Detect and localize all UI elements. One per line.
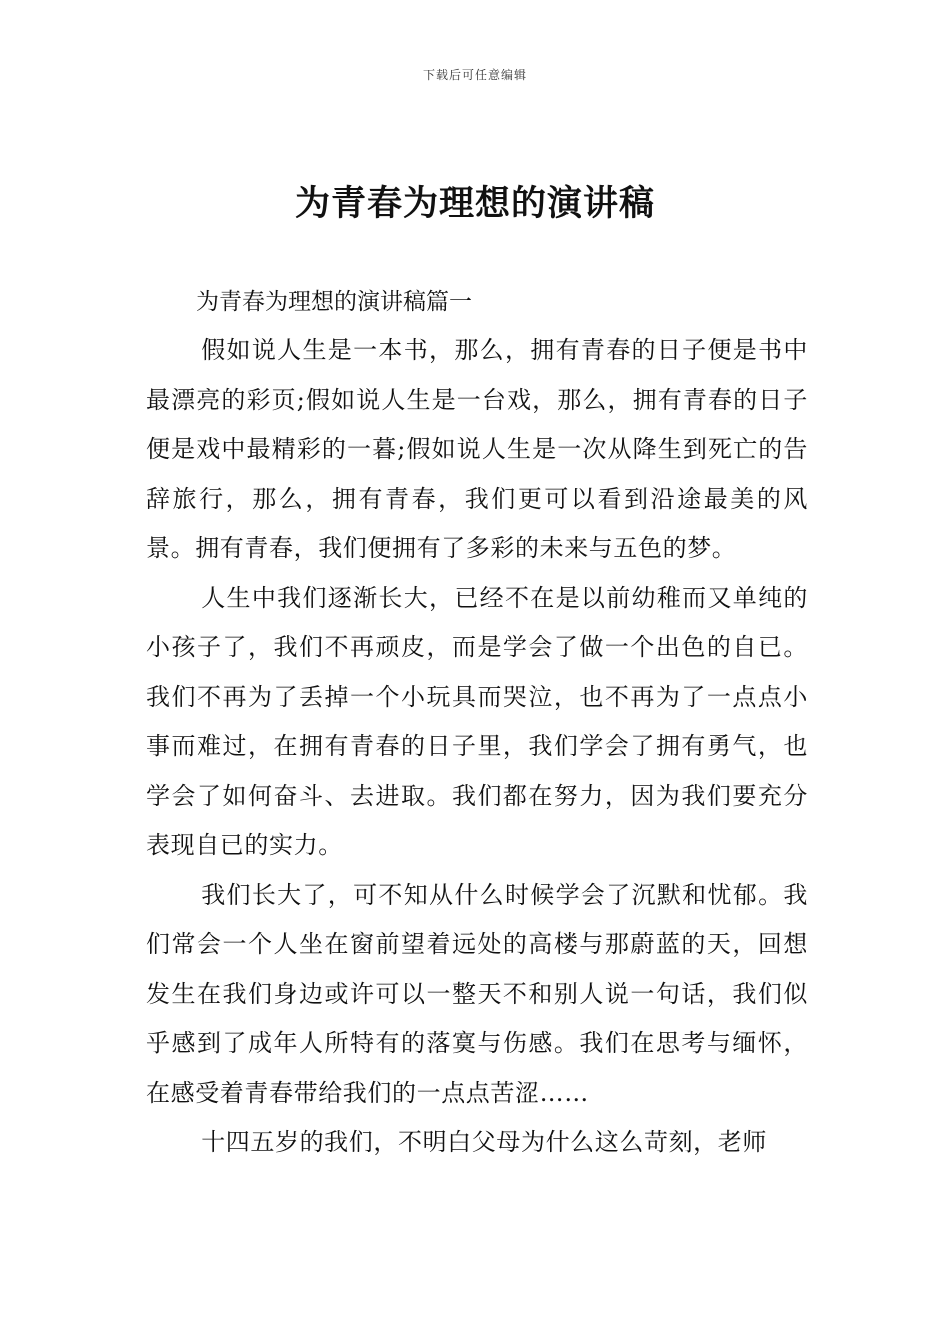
document-title: 为青春为理想的演讲稿: [294, 183, 655, 224]
document-body: [146, 278, 808, 1168]
paragraph-1: 假如说人生是一本书，那么，拥有青春的日子便是书中最漂亮的彩页;假如说人生是一台戏，那么，拥有青春的日子便是戏中最精彩的一暮;假如说人生是一次从降生到死亡的告辞旅行，那么，拥有青春，我们更可以看到沿途最美的风景。拥有青春，我们便拥有了多彩的未来与五色的梦。: [146, 336, 808, 562]
paragraph-3: 我们长大了，可不知从什么时候学会了沉默和忧郁。我们常会一个人坐在窗前望着远处的高楼与那蔚蓝的天，回想发生在我们身边或许可以一整天不和别人说一句话，我们似乎感到了成年人所特有的落寞与伤感。我们在思考与缅怀，在感受着青春带给我们的一点点苦涩……: [146, 880, 808, 1107]
paragraph-4: 十四五岁的我们，不明白父母为什么这么苛刻，老师: [201, 1128, 767, 1156]
header-note: 下载后可任意编辑: [422, 68, 527, 82]
section-subtitle: 为青春为理想的演讲稿篇一: [196, 289, 472, 315]
paragraph-2: 人生中我们逐渐长大，已经不在是以前幼稚而又单纯的小孩子了，我们不再顽皮，而是学会了做一个出色的自已。我们不再为了丢掉一个小玩具而哭泣，也不再为了一点点小事而难过，在拥有青春的日子里，我们学会了拥有勇气，也学会了如何奋斗、去进取。我们都在努力，因为我们要充分表现自已的实力。: [146, 583, 808, 859]
